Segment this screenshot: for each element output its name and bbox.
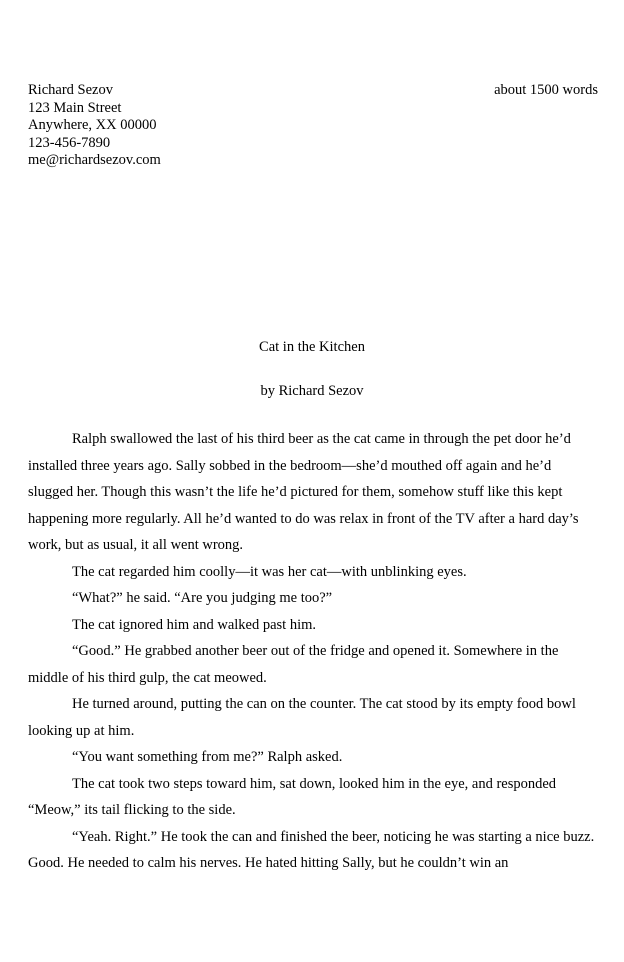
author-name: Richard Sezov <box>28 82 113 98</box>
paragraph: The cat ignored him and walked past him. <box>72 616 317 633</box>
paragraph: He turned around, putting the can on the counter. The cat stood by its empty food bowl looking up at him. <box>28 696 576 739</box>
paragraph: Ralph swallowed the last of his third beer as the cat came in through the pet door he’d installed three years ago. Sally sobbed in the bedroom—she’d mouthed off again and he’d slugged her. Though this wasn’t the life he’d pictured for them, somehow stuff like this kept happening more regularly. All he’d wanted to do was relax in front of the TV after a hard day’s work, but as usual, it all went wrong. <box>28 431 579 553</box>
city-state-zip: Anywhere, XX 00000 <box>28 117 157 134</box>
paragraph: “Good.” He grabbed another beer out of the fridge and opened it. Somewhere in the middle of his third gulp, the cat meowed. <box>28 643 559 686</box>
email-address: me@richardsezov.com <box>28 152 161 169</box>
story-body <box>28 426 598 877</box>
word-count: about 1500 words <box>494 82 598 98</box>
paragraph: “What?” he said. “Are you judging me too?” <box>72 590 333 606</box>
story-byline: by Richard Sezov <box>260 383 364 399</box>
manuscript-header <box>28 82 598 170</box>
phone-number: 123-456-7890 <box>28 134 111 151</box>
street-address: 123 Main Street <box>28 99 122 116</box>
paragraph: “Yeah. Right.” He took the can and finished the beer, noticing he was starting a nice buzz. Good. He needed to calm his nerves. He hated hitting Sally, but he couldn’t win an <box>28 828 595 871</box>
paragraph: The cat regarded him coolly—it was her cat—with unblinking eyes. <box>72 563 467 580</box>
story-title: Cat in the Kitchen <box>259 339 365 355</box>
paragraph: “You want something from me?” Ralph asked. <box>72 749 343 765</box>
paragraph: The cat took two steps toward him, sat down, looked him in the eye, and responded “Meow,” its tail flicking to the side. <box>28 775 557 818</box>
